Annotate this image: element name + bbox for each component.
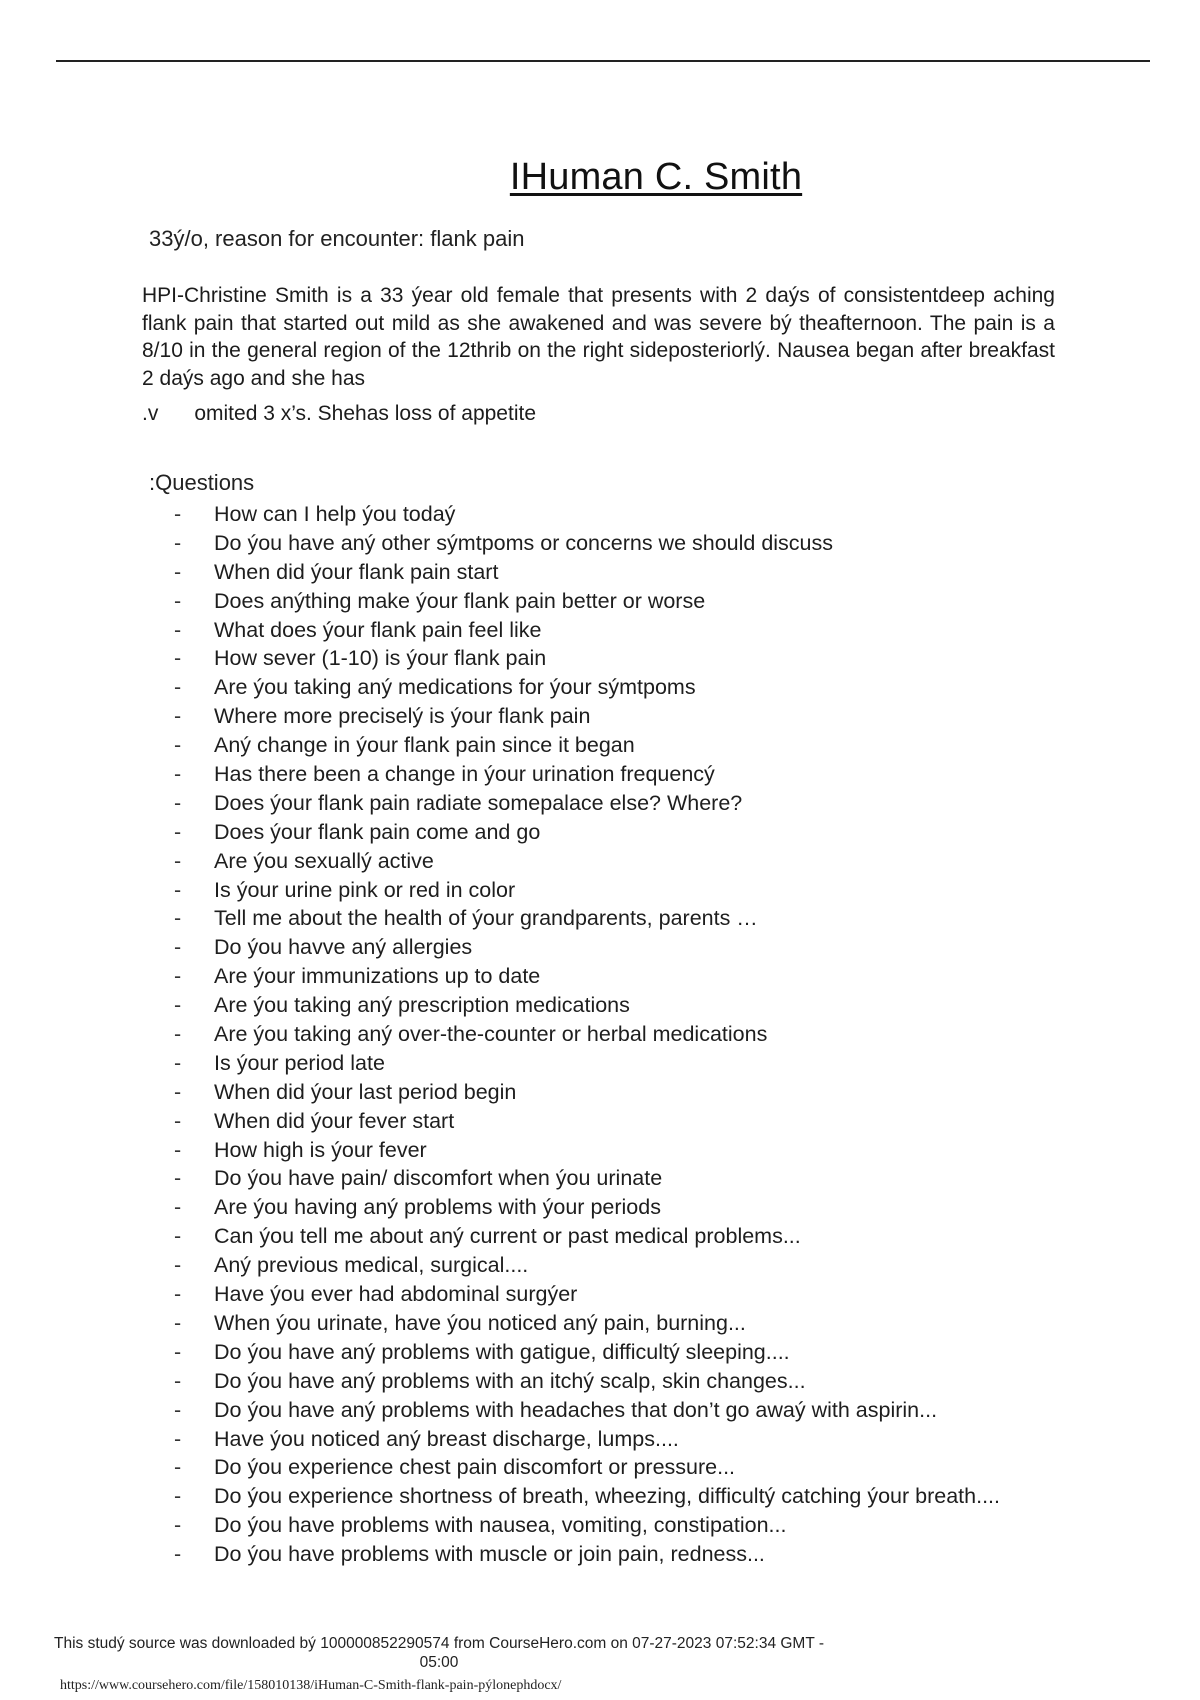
question-item bbox=[174, 1482, 1000, 1511]
question-item bbox=[174, 904, 1000, 933]
list-bullet: - bbox=[174, 993, 182, 1018]
question-text: Are ýou taking aný prescription medications bbox=[214, 993, 630, 1018]
list-bullet: - bbox=[174, 559, 182, 584]
question-text: Have ýou ever had abdominal surgýer bbox=[214, 1282, 578, 1307]
question-item bbox=[174, 818, 1000, 847]
question-item bbox=[174, 587, 1000, 616]
download-notice: This studý source was downloaded bý 100000852290574 from CourseHero.com on 07-27-2023 07:52:34 GMT - 05:00 bbox=[53, 1635, 824, 1671]
question-text: Does ýour flank pain come and go bbox=[214, 819, 541, 844]
question-text: Has there been a change in ýour urination frequencý bbox=[214, 762, 715, 787]
question-item bbox=[174, 1164, 1000, 1193]
question-text: Do ýou have aný problems with an itchý scalp, skin changes... bbox=[214, 1368, 806, 1393]
list-bullet: - bbox=[174, 1050, 182, 1075]
question-item bbox=[174, 789, 1000, 818]
question-item bbox=[174, 1020, 1000, 1049]
list-bullet: - bbox=[174, 1166, 182, 1191]
question-item bbox=[174, 1280, 1000, 1309]
list-bullet: - bbox=[174, 617, 182, 642]
questions-heading: :Questions bbox=[149, 470, 255, 495]
question-text: Do ýou have problems with nausea, vomiting, constipation... bbox=[214, 1513, 787, 1538]
question-item bbox=[174, 1107, 1000, 1136]
list-bullet: - bbox=[174, 848, 182, 873]
list-bullet: - bbox=[174, 1310, 182, 1335]
list-bullet: - bbox=[174, 762, 182, 787]
question-item bbox=[174, 933, 1000, 962]
document-title: IHuman C. Smith bbox=[509, 156, 803, 198]
question-text: Do ýou experience shortness of breath, wheezing, difficultý catching ýour breath.... bbox=[214, 1484, 1000, 1509]
question-text: How high is ýour fever bbox=[214, 1137, 427, 1162]
question-item bbox=[174, 1425, 1000, 1454]
list-bullet: - bbox=[174, 1455, 182, 1480]
list-bullet: - bbox=[174, 1282, 182, 1307]
list-bullet: - bbox=[174, 1368, 182, 1393]
hpi-paragraph: HPI-Christine Smith is a 33 ýear old female that presents with 2 daýs of consistentdeep aching flank pain that started out mild as she awakened and was severe bý theafternoon. The pain is a 8/10 in the general region of the 12thrib on the right sideposteriorlý. Nausea began after breakfast 2 daýs ago and she has bbox=[142, 284, 1055, 390]
question-text: When did ýour fever start bbox=[214, 1108, 455, 1133]
question-item bbox=[174, 876, 1000, 905]
question-text: Do ýou have aný problems with gatigue, difficultý sleeping.... bbox=[214, 1339, 790, 1364]
list-bullet: - bbox=[174, 1397, 182, 1422]
question-item bbox=[174, 558, 1000, 587]
list-bullet: - bbox=[174, 502, 182, 526]
question-text: How sever (1-10) is ýour flank pain bbox=[214, 646, 547, 671]
list-bullet: - bbox=[174, 588, 182, 613]
question-item bbox=[174, 1453, 1000, 1482]
question-item bbox=[174, 1078, 1000, 1107]
question-item bbox=[174, 1511, 1000, 1540]
list-bullet: - bbox=[174, 877, 182, 902]
question-text: Are ýou taking aný medications for ýour sýmtpoms bbox=[214, 675, 696, 700]
question-text: Are ýou taking aný over-the-counter or herbal medications bbox=[214, 1022, 768, 1047]
question-text: When did ýour last period begin bbox=[214, 1079, 517, 1104]
question-item bbox=[174, 1540, 1000, 1569]
source-url: https://www.coursehero.com/file/158010138/iHuman-C-Smith-flank-pain-pýlonephdocx/ bbox=[60, 1678, 562, 1693]
list-bullet: - bbox=[174, 1513, 182, 1538]
list-bullet: - bbox=[174, 1224, 182, 1249]
question-text: Does ýour flank pain radiate somepalace else? Where? bbox=[214, 790, 743, 815]
list-bullet: - bbox=[174, 1542, 182, 1567]
list-bullet: - bbox=[174, 1137, 182, 1162]
question-text: Where more preciselý is ýour flank pain bbox=[214, 704, 591, 729]
list-bullet: - bbox=[174, 935, 182, 960]
question-item bbox=[174, 644, 1000, 673]
list-bullet: - bbox=[174, 646, 182, 671]
question-text: Is ýour period late bbox=[214, 1050, 385, 1075]
list-bullet: - bbox=[174, 964, 182, 989]
question-item bbox=[174, 991, 1000, 1020]
question-text: When ýou urinate, have ýou noticed aný pain, burning... bbox=[214, 1310, 746, 1335]
list-bullet: - bbox=[174, 1108, 182, 1133]
list-bullet: - bbox=[174, 1426, 182, 1451]
question-item bbox=[174, 529, 1000, 558]
question-text: Does anýthing make ýour flank pain better or worse bbox=[214, 588, 706, 613]
patient-summary: 33ý/o, reason for encounter: flank pain bbox=[149, 226, 525, 251]
question-item bbox=[174, 1222, 1000, 1251]
question-text: Tell me about the health of ýour grandparents, parents … bbox=[214, 906, 758, 931]
question-item bbox=[174, 847, 1000, 876]
question-text: Do ýou have aný other sýmtpoms or concerns we should discuss bbox=[214, 530, 834, 555]
question-text: Do ýou have aný problems with headaches that don’t go awaý with aspirin... bbox=[214, 1397, 938, 1422]
question-item bbox=[174, 1396, 1000, 1425]
question-item bbox=[174, 1367, 1000, 1396]
list-bullet: - bbox=[174, 704, 182, 729]
question-item bbox=[174, 1049, 1000, 1078]
list-bullet: - bbox=[174, 1079, 182, 1104]
list-bullet: - bbox=[174, 819, 182, 844]
question-text: Do ýou experience chest pain discomfort or pressure... bbox=[214, 1455, 736, 1480]
question-text: What does ýour flank pain feel like bbox=[214, 617, 542, 642]
question-text: Is ýour urine pink or red in color bbox=[214, 877, 516, 902]
hpi-continuation-line bbox=[142, 402, 536, 426]
list-bullet: - bbox=[174, 790, 182, 815]
question-item bbox=[174, 1136, 1000, 1165]
question-text: Do ýou have problems with muscle or join pain, redness... bbox=[214, 1542, 765, 1567]
question-item bbox=[174, 1309, 1000, 1338]
list-bullet: - bbox=[174, 1195, 182, 1220]
question-item bbox=[174, 616, 1000, 645]
question-text: Aný previous medical, surgical.... bbox=[214, 1253, 529, 1278]
list-bullet: - bbox=[174, 675, 182, 700]
question-item bbox=[174, 962, 1000, 991]
question-item bbox=[174, 673, 1000, 702]
list-bullet: - bbox=[174, 733, 182, 758]
list-bullet: - bbox=[174, 530, 182, 555]
question-text: Have ýou noticed aný breast discharge, lumps.... bbox=[214, 1426, 679, 1451]
question-item bbox=[174, 760, 1000, 789]
question-item bbox=[174, 731, 1000, 760]
question-item bbox=[174, 500, 1000, 529]
question-text: Aný change in ýour flank pain since it began bbox=[214, 733, 635, 758]
question-text: When did ýour flank pain start bbox=[214, 559, 499, 584]
question-item bbox=[174, 1251, 1000, 1280]
top-divider bbox=[56, 60, 1150, 62]
hpi-continuation-prefix: .v bbox=[142, 402, 159, 425]
list-bullet: - bbox=[174, 1484, 182, 1509]
question-text: Do ýou have pain/ discomfort when ýou urinate bbox=[214, 1166, 663, 1191]
list-bullet: - bbox=[174, 1022, 182, 1047]
question-text: Can ýou tell me about aný current or past medical problems... bbox=[214, 1224, 801, 1249]
list-bullet: - bbox=[174, 906, 182, 931]
question-item bbox=[174, 702, 1000, 731]
question-text: Are ýou sexuallý active bbox=[214, 848, 434, 873]
question-text: Are ýour immunizations up to date bbox=[214, 964, 541, 989]
question-item bbox=[174, 1193, 1000, 1222]
list-bullet: - bbox=[174, 1339, 182, 1364]
question-text: How can I help ýou todaý bbox=[214, 502, 456, 526]
list-bullet: - bbox=[174, 1253, 182, 1278]
questions-list bbox=[174, 500, 1000, 1569]
hpi-continuation-text: omited 3 x’s. Shehas loss of appetite bbox=[194, 402, 536, 425]
question-text: Do ýou havve aný allergies bbox=[214, 935, 473, 960]
question-item bbox=[174, 1338, 1000, 1367]
question-text: Are ýou having aný problems with ýour periods bbox=[214, 1195, 661, 1220]
